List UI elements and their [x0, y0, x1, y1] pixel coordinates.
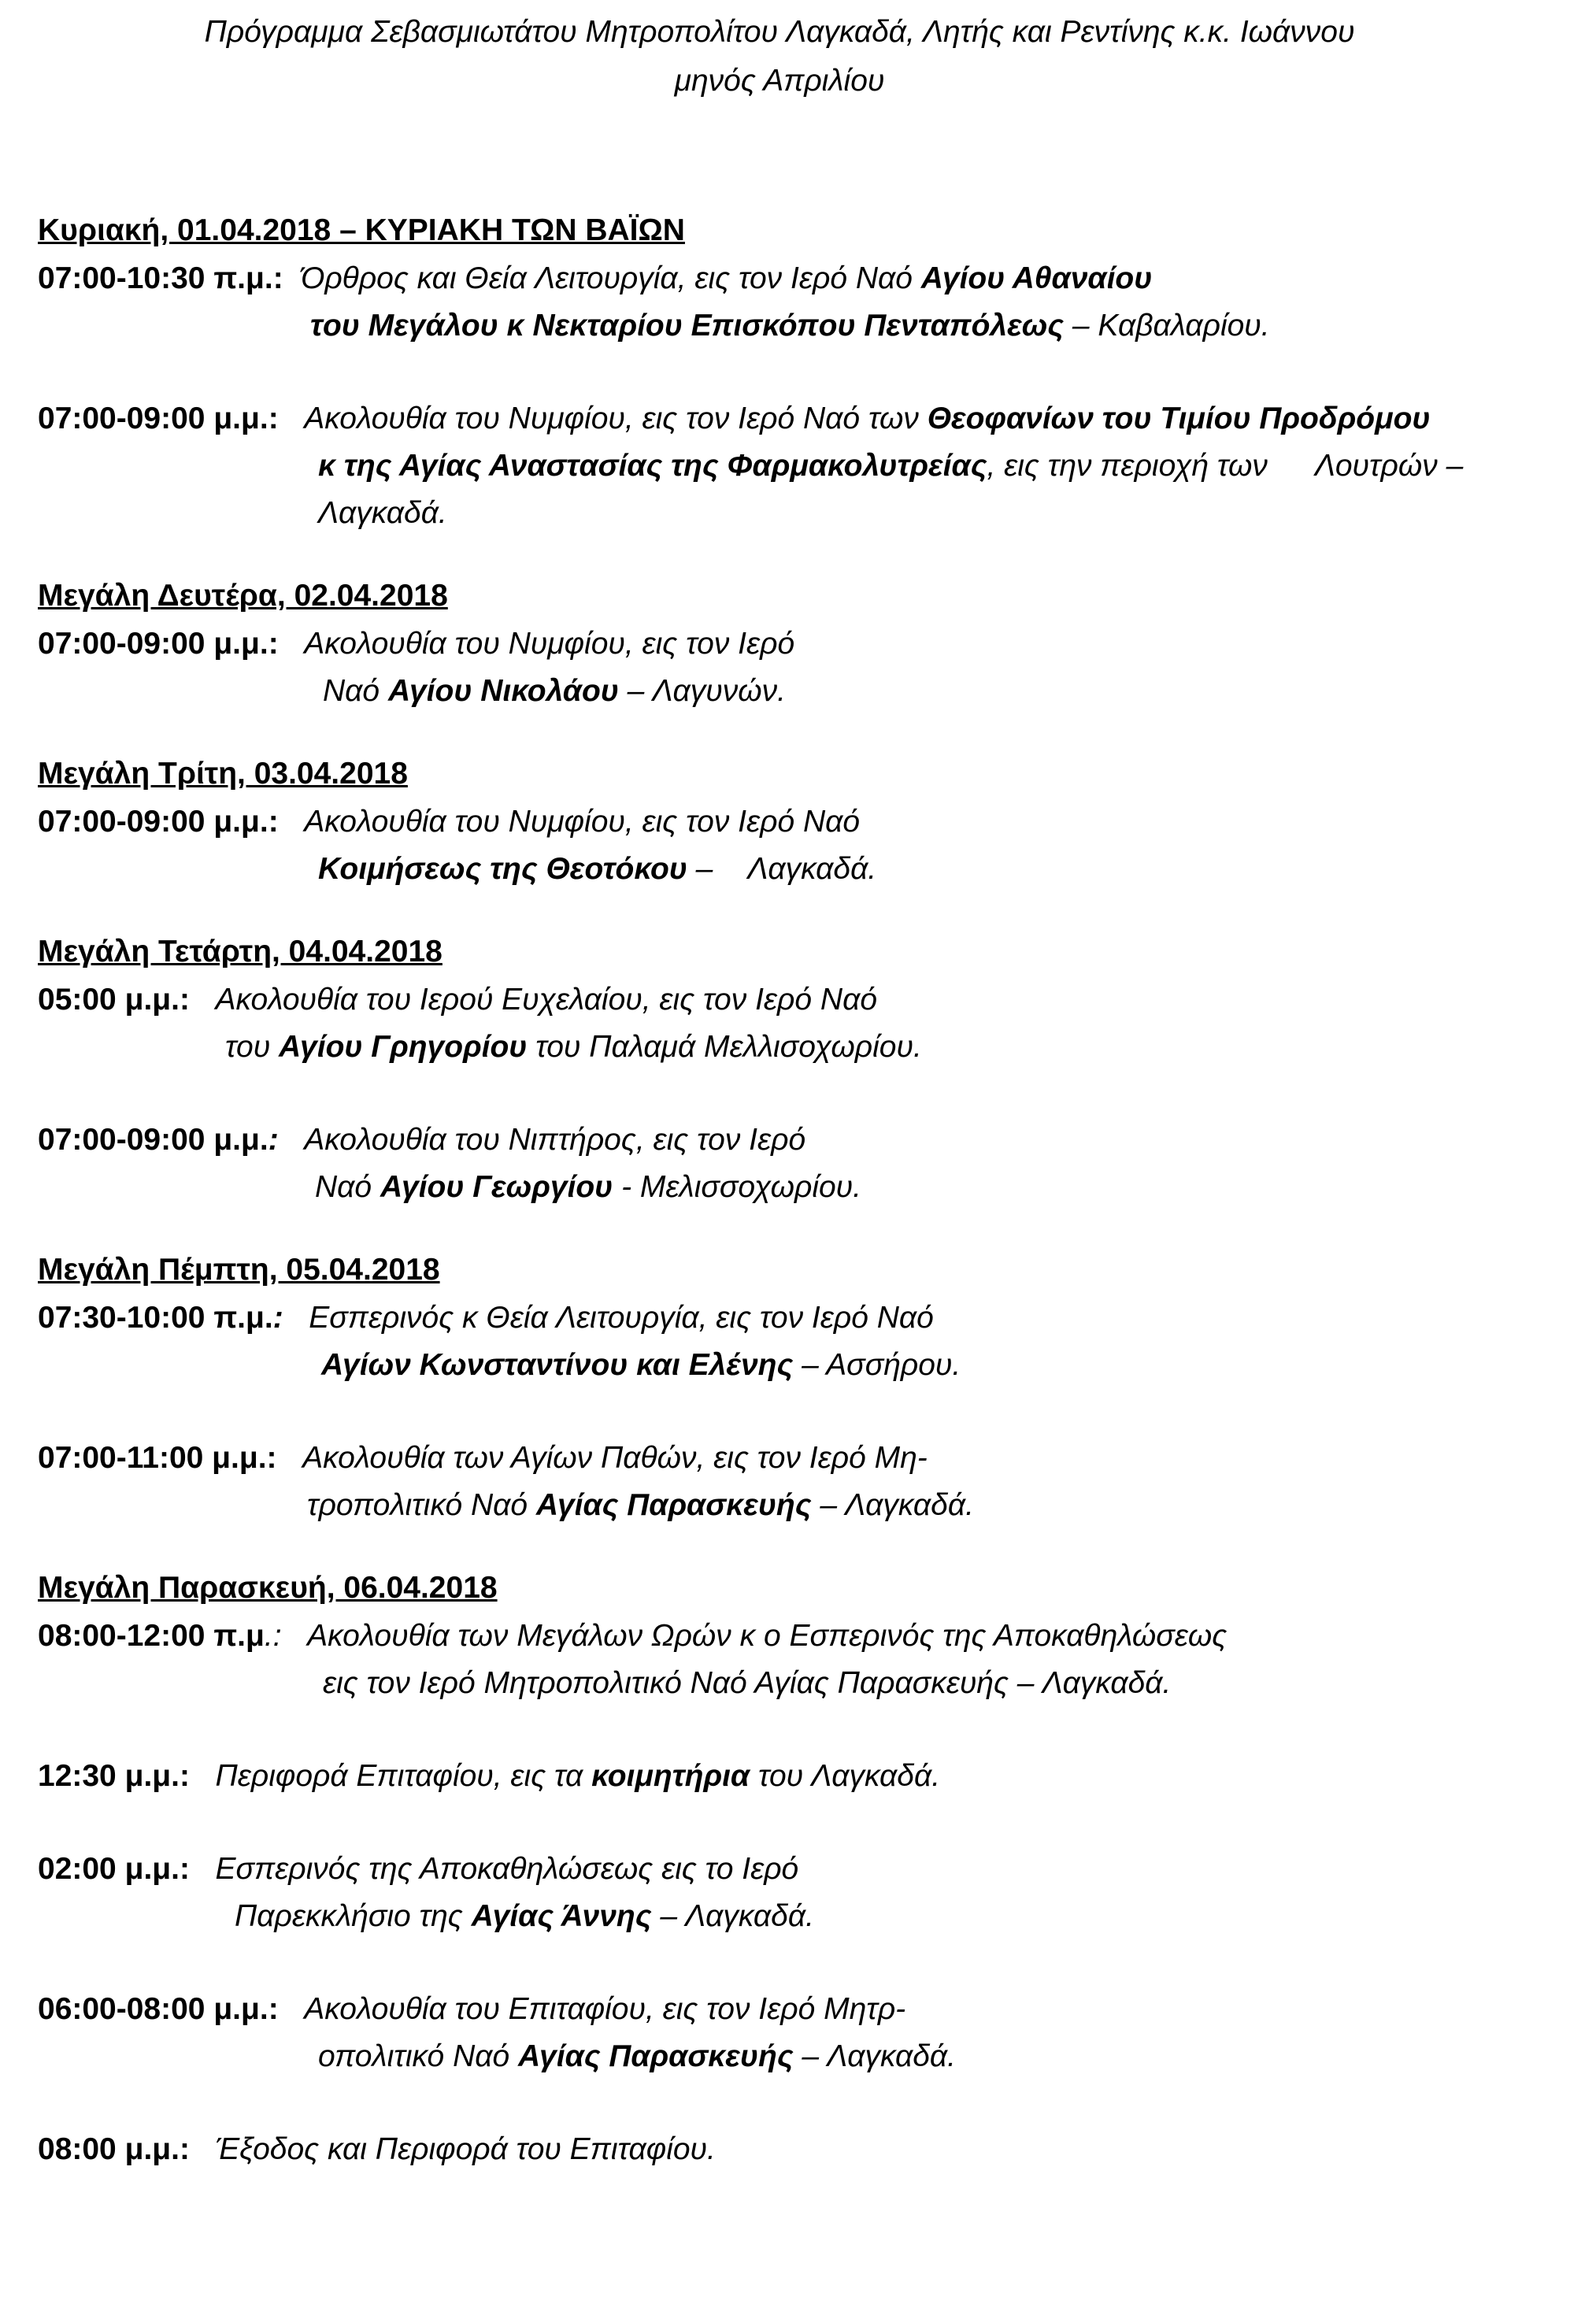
location: Λαγκαδά.: [318, 496, 447, 530]
entry-text: Ακολουθία των Αγίων Παθών, εις τον Ιερό Μη-: [302, 1441, 928, 1475]
document-title: [0, 8, 1559, 106]
church-name: Αγίας Παρασκευής: [518, 2039, 794, 2073]
location: – Λαγκαδά.: [811, 1488, 974, 1522]
entry-text: Ναό: [315, 1170, 380, 1204]
day-header: Μεγάλη Τετάρτη, 04.04.2018: [38, 935, 443, 969]
entry-time-colon: :: [272, 1301, 283, 1335]
schedule-entry: [38, 395, 1573, 537]
day-header: Κυριακή, 01.04.2018 – ΚΥΡΙΑΚΗ ΤΩΝ ΒΑΪΩΝ: [38, 213, 685, 247]
entry-time: 07:00-11:00 μ.μ.:: [38, 1441, 277, 1475]
entry-text: εις τον Ιερό Μητροπολιτικό Ναό Αγίας Παρασκευής – Λαγκαδά.: [323, 1666, 1172, 1700]
schedule-entry: [38, 798, 1573, 893]
entry-time: 08:00 μ.μ.:: [38, 2132, 190, 2166]
entry-text: Έξοδος και Περιφορά του Επιταφίου.: [215, 2132, 716, 2166]
entry-time: 05:00 μ.μ.:: [38, 983, 190, 1017]
entry-time: 06:00-08:00 μ.μ.:: [38, 1992, 279, 2026]
church-name: Αγίων Κωνσταντίνου και Ελένης: [321, 1348, 794, 1382]
day-header: Μεγάλη Δευτέρα, 02.04.2018: [38, 579, 448, 613]
schedule-entry: [38, 1294, 1573, 1389]
schedule-entry: [38, 2126, 1573, 2173]
location: Λαγκαδά.: [747, 852, 877, 886]
entry-time: 02:00 μ.μ.:: [38, 1852, 190, 1886]
entry-text: Παρεκκλήσιο της: [235, 1899, 472, 1933]
entry-text: Ναό: [323, 674, 388, 708]
schedule-entry: [38, 1613, 1573, 1707]
day-section: [38, 572, 1573, 715]
entry-text: του: [225, 1030, 280, 1064]
church-name: Αγίας Άννης: [471, 1899, 652, 1933]
entry-text: Περιφορά Επιταφίου, εις τα: [215, 1759, 592, 1793]
entry-time: 07:00-09:00 μ.μ.:: [38, 402, 279, 435]
entry-text: Εσπερινός της Αποκαθηλώσεως εις το Ιερό: [215, 1852, 799, 1886]
schedule-entry: [38, 255, 1573, 350]
location: – Καβαλαρίου.: [1064, 309, 1270, 343]
day-header: Μεγάλη Τρίτη, 03.04.2018: [38, 757, 408, 791]
church-name: Κοιμήσεως της Θεοτόκου: [318, 852, 687, 886]
location: Λουτρών –: [1314, 449, 1464, 483]
location: – Λαγυνών.: [618, 674, 786, 708]
church-name: Αγίας Παρασκευής: [535, 1488, 812, 1522]
day-section: [38, 750, 1573, 893]
entry-text: Ακολουθία του Νιπτήρος, εις τον Ιερό: [304, 1123, 806, 1157]
entry-text: Ακολουθία του Νυμφίου, εις τον Ιερό Ναό: [304, 805, 861, 839]
schedule: [38, 206, 1573, 2208]
day-section: [38, 1564, 1573, 2173]
location-highlight: κοιμητήρια: [591, 1759, 750, 1793]
church-name: κ της Αγίας Αναστασίας της Φαρμακολυτρείας: [318, 449, 987, 483]
schedule-entry: [38, 620, 1573, 715]
schedule-entry: [38, 976, 1573, 1071]
entry-text: Ακολουθία των Μεγάλων Ωρών κ ο Εσπερινός της Αποκαθηλώσεως: [307, 1619, 1228, 1653]
entry-text: Ακολουθία του Επιταφίου, εις τον Ιερό Μητρ-: [304, 1992, 906, 2026]
church-name: του Μεγάλου κ Νεκταρίου Επισκόπου Πενταπόλεως: [310, 309, 1065, 343]
entry-text: Ακολουθία του Ιερού Ευχελαίου, εις τον Ιερό Ναό: [215, 983, 878, 1017]
day-section: [38, 1246, 1573, 1529]
entry-time: 12:30 μ.μ.:: [38, 1759, 190, 1793]
church-name: Αγίου Αθαναίου: [920, 261, 1153, 295]
day-header: Μεγάλη Πέμπτη, 05.04.2018: [38, 1253, 440, 1287]
entry-time-colon: :: [268, 1123, 279, 1157]
day-section: [38, 928, 1573, 1211]
entry-text: Όρθρος και Θεία Λειτουργία, εις τον Ιερό Ναό: [300, 261, 921, 295]
church-name: Αγίου Γεωργίου: [380, 1170, 613, 1204]
schedule-entry: [38, 1846, 1573, 1940]
schedule-entry: [38, 1117, 1573, 1211]
entry-text: τροπολιτικό Ναό: [307, 1488, 536, 1522]
location: – Ασσήρου.: [793, 1348, 961, 1382]
schedule-entry: [38, 1986, 1573, 2080]
location: – Λαγκαδά.: [651, 1899, 814, 1933]
title-line-2: μηνός Απριλίου: [674, 64, 885, 98]
title-line-1: Πρόγραμμα Σεβασμιωτάτου Μητροπολίτου Λαγκαδά, Λητής και Ρεντίνης κ.κ. Ιωάννου: [204, 15, 1355, 49]
location: του Παλαμά Μελλισοχωρίου.: [527, 1030, 922, 1064]
day-header: Μεγάλη Παρασκευή, 06.04.2018: [38, 1571, 498, 1605]
location: - Μελισσοχωρίου.: [613, 1170, 861, 1204]
entry-text: Ακολουθία του Νυμφίου, εις τον Ιερό: [304, 627, 795, 661]
entry-time: 07:00-10:30 π.μ.:: [38, 261, 283, 295]
location: – Λαγκαδά.: [793, 2039, 957, 2073]
entry-time: 07:00-09:00 μ.μ.: [38, 1123, 268, 1157]
entry-time: 07:00-09:00 μ.μ.:: [38, 627, 279, 661]
day-section: [38, 206, 1573, 537]
entry-text: –: [687, 852, 713, 886]
entry-text: οπολιτικό Ναό: [318, 2039, 518, 2073]
entry-text: , εις την περιοχή των: [987, 449, 1268, 483]
entry-text: Ακολουθία του Νυμφίου, εις τον Ιερό Ναό των: [304, 402, 928, 435]
entry-time-colon: .:: [264, 1619, 282, 1653]
entry-time: 08:00-12:00 π.μ: [38, 1619, 265, 1653]
church-name: Αγίου Γρηγορίου: [279, 1030, 528, 1064]
entry-time: 07:30-10:00 π.μ.: [38, 1301, 273, 1335]
church-name: Θεοφανίων του Τιμίου Προδρόμου: [927, 402, 1431, 435]
schedule-entry: [38, 1435, 1573, 1529]
schedule-entry: [38, 1753, 1573, 1800]
church-name: Αγίου Νικολάου: [387, 674, 619, 708]
entry-text: Εσπερινός κ Θεία Λειτουργία, εις τον Ιερό Ναό: [309, 1301, 934, 1335]
location: του Λαγκαδά.: [750, 1759, 941, 1793]
entry-time: 07:00-09:00 μ.μ.:: [38, 805, 279, 839]
